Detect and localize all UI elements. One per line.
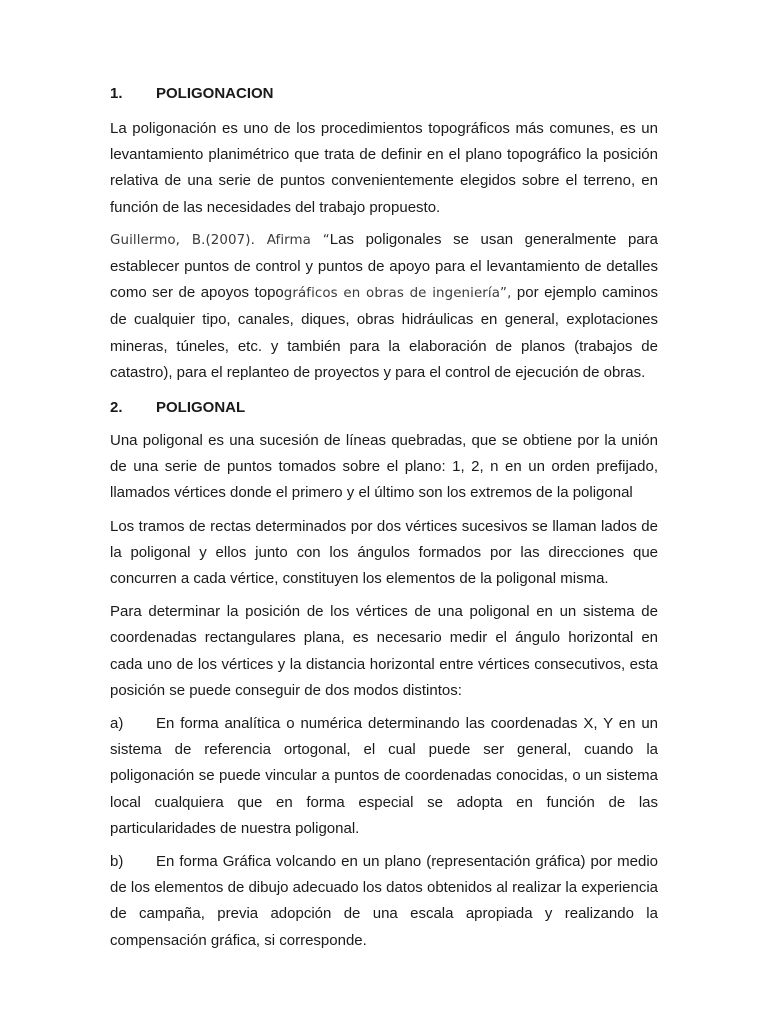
list-item-b bbox=[110, 849, 658, 954]
section-number: 2. bbox=[110, 399, 123, 417]
citation-text: Guillermo, B.(2007). Afirma “ bbox=[110, 232, 330, 248]
section-title: POLIGONACION bbox=[156, 85, 274, 102]
paragraph-text-continued: por ejemplo caminos de cualquier tipo, canales, diques, obras hidráulicas en general, explotaciones mineras, túneles, etc. y también para la elaboración de planos (trabajos de catastro), para el replanteo de proyectos y para el control de ejecución de obras. bbox=[110, 284, 658, 381]
list-item-label: a) bbox=[110, 715, 124, 733]
section-heading-poligonal bbox=[110, 398, 658, 418]
list-item-label: b) bbox=[110, 853, 124, 871]
paragraph-definicion-poligonacion: La poligonación es uno de los procedimientos topográficos más comunes, es un levantamiento planimétrico que trata de definir en el plano topográfico la posición relativa de una serie de puntos convenientemente elegidos sobre el terreno, en función de las necesidades del trabajo propuesto. bbox=[110, 120, 658, 216]
list-item-a bbox=[110, 711, 658, 842]
paragraph-determinar-posicion: Para determinar la posición de los vértices de una poligonal en un sistema de coordenadas rectangulares plana, es necesario medir el ángulo horizontal en cada uno de los vértices y la distancia horizontal entre vértices consecutivos, esta posición se puede conseguir de dos modos distintos: bbox=[110, 603, 658, 699]
section-title: POLIGONAL bbox=[156, 399, 246, 417]
list-item-text: En forma Gráfica volcando en un plano (representación gráfica) por medio de los elementos de dibujo adecuado los datos obtenidos al realizar la experiencia de campaña, previa adopción de una escala apropiada y realizando la compensación gráfica, si corresponde. bbox=[110, 853, 658, 949]
paragraph-tramos: Los tramos de rectas determinados por dos vértices sucesivos se llaman lados de la poligonal y ellos junto con los ángulos formados por las direcciones que concurren a cada vértice, constituyen los elementos de la poligonal misma. bbox=[110, 517, 658, 588]
paragraph-definicion-poligonal: Una poligonal es una sucesión de líneas quebradas, que se obtiene por la unión de una serie de puntos tomados sobre el plano: 1, 2, n en un orden prefijado, llamados vértices donde el primero y el último son los extremos de la poligonal bbox=[110, 432, 658, 502]
paragraph-cita-guillermo bbox=[110, 227, 658, 386]
quote-text: Las poligonales se usan generalmente para establecer puntos de control y puntos de apoyo para el levantamiento de detalles como ser de apoyos topo bbox=[110, 230, 658, 302]
section-number: 1. bbox=[110, 85, 123, 102]
section-heading-poligonacion bbox=[110, 84, 658, 104]
citation-text-continued: gráficos en obras de ingeniería”, bbox=[283, 286, 512, 302]
list-item-text: En forma analítica o numérica determinando las coordenadas X, Y en un sistema de referencia ortogonal, el cual puede ser general, cuando la poligonación se puede vincular a puntos de coordenadas conocidas, o un sistema local cualquiera que en forma especial se adopta en función de las particularidades de nuestra poligonal. bbox=[110, 715, 658, 837]
